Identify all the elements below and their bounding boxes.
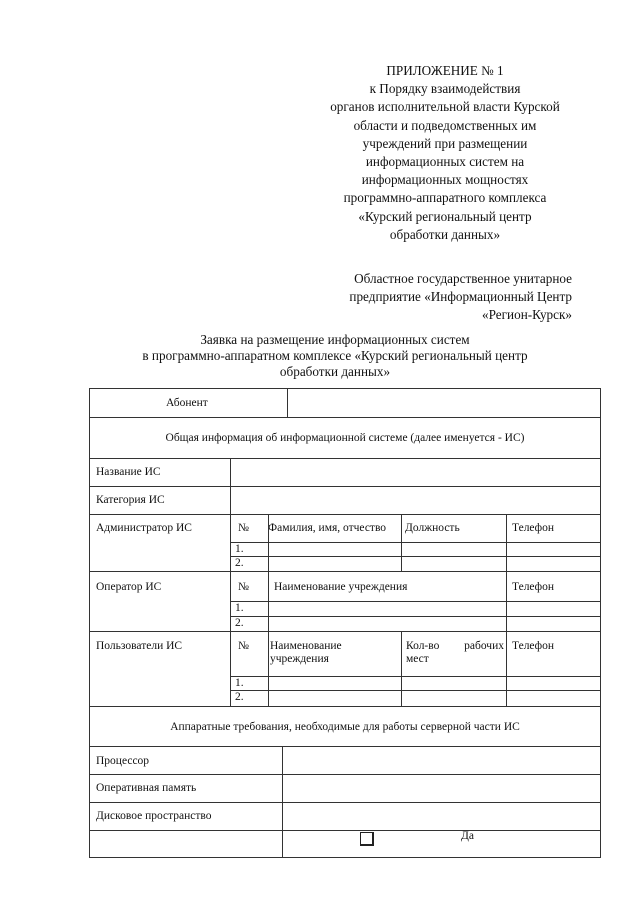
column-divider (268, 514, 269, 571)
form-title-line: обработки данных» (279, 364, 391, 379)
appendix-line: информационных систем на (365, 154, 525, 170)
users-col-org: Наименование учреждения (270, 640, 342, 665)
users-col-phone: Телефон (512, 640, 555, 652)
column-divider (230, 571, 231, 706)
row-divider (90, 830, 600, 831)
operator-col-phone: Телефон (512, 581, 555, 593)
operator-col-org: Наименование учреждения (274, 581, 408, 593)
operator-col-no: № (238, 581, 249, 593)
row-divider (90, 417, 600, 418)
row-divider (230, 542, 600, 543)
cpu-label: Процессор (96, 755, 150, 767)
application-form-table (89, 388, 601, 858)
ram-field[interactable] (283, 775, 601, 801)
general-info-header: Общая информация об информационной системе (далее именуется - ИС) (165, 432, 525, 444)
row-divider (230, 601, 600, 602)
appendix-line: к Порядку взаимодействия (369, 81, 521, 97)
is-category-label: Категория ИС (96, 494, 165, 506)
row-divider (230, 556, 600, 557)
appendix-line: программно-аппаратного комплекса (343, 190, 547, 206)
users-col-no: № (238, 640, 249, 652)
form-title-line: Заявка на размещение информационных систем (200, 332, 470, 347)
subscriber-field[interactable] (288, 390, 600, 416)
yes-label: Да (461, 830, 474, 842)
row-divider (90, 631, 600, 632)
column-divider (401, 514, 402, 571)
users-col-workplaces: Кол-во рабочих мест (406, 640, 504, 665)
row-divider (230, 690, 600, 691)
operator-row-number: 1. (235, 602, 244, 614)
users-row-number: 2. (235, 691, 244, 703)
form-title-line: в программно-аппаратном комплексе «Курский региональный центр (142, 348, 528, 363)
row-divider (90, 571, 600, 572)
operator-row-number: 2. (235, 617, 244, 629)
admin-row-number: 1. (235, 543, 244, 555)
recipient-line: «Регион-Курск» (482, 307, 572, 323)
admin-col-no: № (238, 522, 249, 534)
appendix-line: органов исполнительной власти Курской (330, 99, 560, 115)
appendix-line: информационных мощностях (361, 172, 529, 188)
is-category-field[interactable] (231, 487, 601, 513)
admin-col-fio: Фамилия, имя, отчество (268, 522, 387, 534)
appendix-line: обработки данных» (389, 226, 501, 242)
appendix-line: «Курский региональный центр (358, 208, 532, 224)
recipient-line: Областное государственное унитарное (354, 271, 572, 286)
disk-label: Дисковое пространство (96, 810, 212, 822)
subscriber-label: Абонент (166, 397, 208, 409)
row-divider (90, 514, 600, 515)
is-name-label: Название ИС (96, 466, 161, 478)
users-label: Пользователи ИС (96, 640, 183, 652)
admin-row-number: 2. (235, 557, 244, 569)
column-divider (506, 514, 507, 571)
is-name-field[interactable] (231, 459, 601, 485)
cpu-field[interactable] (283, 747, 601, 773)
form-title (80, 332, 590, 380)
recipient-block (300, 270, 572, 325)
hardware-header: Аппаратные требования, необходимые для работы серверной части ИС (170, 721, 520, 733)
appendix-line: ПРИЛОЖЕНИЕ № 1 (386, 63, 504, 78)
admin-col-position: Должность (405, 522, 460, 534)
operator-label: Оператор ИС (96, 581, 162, 593)
admin-label: Администратор ИС (96, 522, 192, 534)
ram-label: Оперативная память (96, 782, 197, 794)
column-divider (268, 571, 269, 631)
appendix-line: учреждений при размещении (362, 135, 528, 151)
appendix-line: области и подведомственных им (353, 117, 537, 133)
row-divider (230, 676, 600, 677)
column-divider (401, 631, 402, 706)
disk-field[interactable] (283, 803, 601, 829)
admin-col-phone: Телефон (512, 522, 555, 534)
column-divider (268, 631, 269, 706)
yes-checkbox[interactable] (360, 832, 374, 846)
row-divider (90, 706, 600, 707)
users-row-number: 1. (235, 677, 244, 689)
row-divider (230, 616, 600, 617)
appendix-header (300, 62, 590, 244)
column-divider (506, 631, 507, 706)
recipient-line: предприятие «Информационный Центр (349, 289, 572, 305)
column-divider (506, 571, 507, 631)
